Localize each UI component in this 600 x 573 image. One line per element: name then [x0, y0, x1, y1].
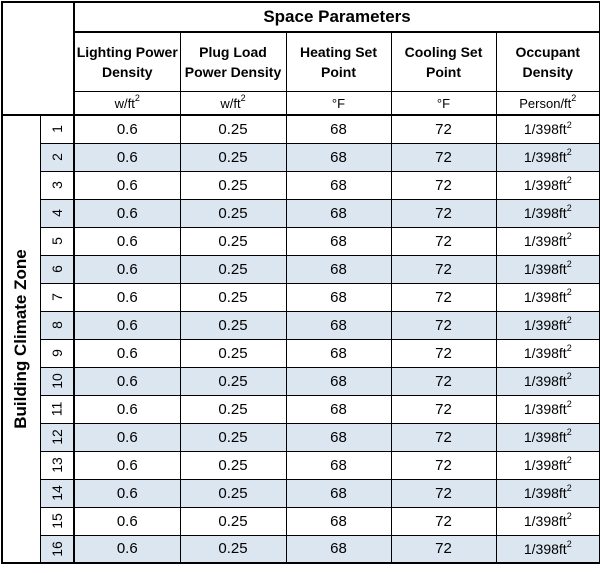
zone-number: [40, 451, 74, 479]
table-row: [2, 255, 600, 283]
cooling-set-point-cell: 72: [391, 423, 496, 451]
heating-set-point-cell: 68: [286, 507, 391, 535]
occupant-density-cell: [496, 311, 600, 339]
table-row: [2, 199, 600, 227]
occupant-density-cell: [496, 479, 600, 507]
unit-exponent: 2: [240, 93, 246, 104]
row-group-label: [2, 115, 40, 563]
occupant-density-cell: [496, 395, 600, 423]
cooling-set-point-cell: 72: [391, 143, 496, 171]
occupant-density-cell: [496, 283, 600, 311]
lighting-power-density-cell: 0.6: [74, 199, 180, 227]
occupant-density-value: 1/398ft: [523, 485, 567, 501]
table-row: [2, 311, 600, 339]
heating-set-point-cell: 68: [286, 479, 391, 507]
zone-number: [40, 423, 74, 451]
occupant-density-value: 1/398ft: [523, 345, 567, 361]
zone-number-text: 3: [48, 181, 65, 189]
occupant-density-cell: [496, 507, 600, 535]
occupant-density-value: 1/398ft: [523, 457, 567, 473]
occupant-density-exponent: 2: [566, 539, 572, 550]
occupant-density-cell: [496, 423, 600, 451]
lighting-power-density-cell: 0.6: [74, 367, 180, 395]
heating-set-point-cell: 68: [286, 451, 391, 479]
occupant-density-cell: [496, 339, 600, 367]
table-row: [2, 367, 600, 395]
lighting-power-density-cell: 0.6: [74, 423, 180, 451]
occupant-density-value: 1/398ft: [523, 121, 567, 138]
occupant-density-cell: [496, 143, 600, 171]
space-parameters-table: [1, 1, 600, 564]
heating-set-point-cell: 68: [286, 423, 391, 451]
table-row: [2, 115, 600, 143]
unit-text: °F: [436, 95, 451, 111]
plug-load-power-density-cell: 0.25: [180, 171, 286, 199]
cooling-set-point-cell: 72: [391, 451, 496, 479]
plug-load-power-density-cell: 0.25: [180, 451, 286, 479]
occupant-density-cell: [496, 367, 600, 395]
occupant-density-exponent: 2: [566, 287, 572, 298]
occupant-density-cell: [496, 255, 600, 283]
heating-set-point-cell: 68: [286, 339, 391, 367]
occupant-density-exponent: 2: [566, 371, 572, 382]
zone-number-text: 15: [48, 513, 65, 529]
plug-load-power-density-cell: 0.25: [180, 339, 286, 367]
zone-number-text: 2: [48, 153, 65, 161]
cooling-set-point-cell: 72: [391, 311, 496, 339]
heating-set-point-cell: 68: [286, 199, 391, 227]
cooling-set-point-cell: 72: [391, 227, 496, 255]
cooling-set-point-cell: 72: [391, 507, 496, 535]
occupant-density-value: 1/398ft: [523, 429, 567, 445]
column-header: Lighting Power Density: [74, 32, 180, 92]
heating-set-point-cell: 68: [286, 283, 391, 311]
zone-number: [40, 171, 74, 199]
occupant-density-exponent: 2: [566, 343, 572, 354]
occupant-density-value: 1/398ft: [523, 401, 567, 417]
zone-number-text: 6: [48, 265, 65, 273]
zone-number-text: 7: [48, 293, 65, 301]
cooling-set-point-cell: 72: [391, 479, 496, 507]
cooling-set-point-cell: 72: [391, 199, 496, 227]
table-body: [2, 115, 600, 563]
plug-load-power-density-cell: 0.25: [180, 535, 286, 563]
occupant-density-value: 1/398ft: [523, 317, 567, 333]
zone-number-text: 12: [48, 429, 65, 445]
lighting-power-density-cell: 0.6: [74, 143, 180, 171]
plug-load-power-density-cell: 0.25: [180, 227, 286, 255]
unit-text: w/ft: [220, 95, 241, 111]
plug-load-power-density-cell: 0.25: [180, 367, 286, 395]
table-row: [2, 479, 600, 507]
cooling-set-point-cell: 72: [391, 255, 496, 283]
lighting-power-density-cell: 0.6: [74, 479, 180, 507]
unit-exponent: 2: [134, 93, 140, 104]
table-row: [2, 283, 600, 311]
occupant-density-exponent: 2: [566, 231, 572, 242]
plug-load-power-density-cell: 0.25: [180, 395, 286, 423]
heating-set-point-cell: 68: [286, 255, 391, 283]
table-row: [2, 227, 600, 255]
plug-load-power-density-cell: 0.25: [180, 311, 286, 339]
occupant-density-exponent: 2: [566, 175, 572, 186]
occupant-density-cell: [496, 451, 600, 479]
occupant-density-exponent: 2: [566, 203, 572, 214]
lighting-power-density-cell: 0.6: [74, 255, 180, 283]
table-row: [2, 423, 600, 451]
column-unit: [180, 92, 286, 116]
table-row: [2, 171, 600, 199]
heating-set-point-cell: 68: [286, 171, 391, 199]
zone-number: [40, 255, 74, 283]
zone-number: [40, 507, 74, 535]
column-unit-row: [2, 92, 600, 116]
column-name-row: [2, 32, 600, 92]
zone-number-text: 9: [48, 349, 65, 357]
cooling-set-point-cell: 72: [391, 283, 496, 311]
occupant-density-cell: [496, 199, 600, 227]
column-header: Plug Load Power Density: [180, 32, 286, 92]
lighting-power-density-cell: 0.6: [74, 227, 180, 255]
zone-number-text: 16: [48, 540, 65, 557]
table-row: [2, 535, 600, 563]
zone-number: [40, 311, 74, 339]
lighting-power-density-cell: 0.6: [74, 115, 180, 143]
column-header: Heating Set Point: [286, 32, 391, 92]
occupant-density-value: 1/398ft: [523, 233, 567, 249]
unit-text: Person/ft: [519, 95, 572, 111]
cooling-set-point-cell: 72: [391, 171, 496, 199]
table-title: Space Parameters: [74, 2, 600, 32]
occupant-density-value: 1/398ft: [523, 177, 567, 193]
plug-load-power-density-cell: 0.25: [180, 115, 286, 143]
occupant-density-exponent: 2: [566, 315, 572, 326]
zone-number-text: 11: [48, 401, 65, 417]
lighting-power-density-cell: 0.6: [74, 171, 180, 199]
occupant-density-value: 1/398ft: [523, 261, 567, 277]
occupant-density-exponent: 2: [566, 119, 572, 130]
heating-set-point-cell: 68: [286, 143, 391, 171]
lighting-power-density-cell: 0.6: [74, 311, 180, 339]
heating-set-point-cell: 68: [286, 535, 391, 563]
row-group-label-text: Building Climate Zone: [11, 249, 31, 429]
plug-load-power-density-cell: 0.25: [180, 283, 286, 311]
heating-set-point-cell: 68: [286, 227, 391, 255]
occupant-density-exponent: 2: [566, 259, 572, 270]
occupant-density-exponent: 2: [566, 483, 572, 494]
table-row: [2, 395, 600, 423]
zone-number: [40, 535, 74, 563]
zone-number-text: 8: [48, 321, 65, 329]
cooling-set-point-cell: 72: [391, 395, 496, 423]
zone-number-text: 13: [48, 457, 65, 473]
column-unit: [496, 92, 600, 116]
zone-number: [40, 339, 74, 367]
occupant-density-exponent: 2: [566, 427, 572, 438]
unit-text: °F: [331, 95, 346, 111]
lighting-power-density-cell: 0.6: [74, 395, 180, 423]
unit-text: w/ft: [114, 95, 135, 111]
zone-number: [40, 227, 74, 255]
table-corner: [2, 2, 74, 115]
plug-load-power-density-cell: 0.25: [180, 199, 286, 227]
lighting-power-density-cell: 0.6: [74, 507, 180, 535]
plug-load-power-density-cell: 0.25: [180, 143, 286, 171]
lighting-power-density-cell: 0.6: [74, 451, 180, 479]
occupant-density-value: 1/398ft: [523, 205, 567, 221]
plug-load-power-density-cell: 0.25: [180, 507, 286, 535]
occupant-density-value: 1/398ft: [523, 289, 567, 305]
occupant-density-cell: [496, 535, 600, 563]
cooling-set-point-cell: 72: [391, 339, 496, 367]
occupant-density-value: 1/398ft: [523, 513, 567, 529]
column-unit: [391, 92, 496, 116]
occupant-density-exponent: 2: [566, 511, 572, 522]
occupant-density-exponent: 2: [566, 455, 572, 466]
occupant-density-cell: [496, 227, 600, 255]
table-row: [2, 507, 600, 535]
occupant-density-exponent: 2: [566, 147, 572, 158]
zone-number-text: 1: [48, 125, 65, 134]
zone-number: [40, 115, 74, 143]
table-row: [2, 451, 600, 479]
cooling-set-point-cell: 72: [391, 115, 496, 143]
zone-number: [40, 367, 74, 395]
zone-number: [40, 283, 74, 311]
zone-number-text: 14: [48, 485, 65, 501]
plug-load-power-density-cell: 0.25: [180, 255, 286, 283]
heating-set-point-cell: 68: [286, 115, 391, 143]
zone-number: [40, 479, 74, 507]
occupant-density-exponent: 2: [566, 399, 572, 410]
zone-number-text: 4: [48, 209, 65, 217]
zone-number-text: 10: [48, 373, 65, 389]
zone-number: [40, 199, 74, 227]
unit-exponent: 2: [571, 93, 577, 104]
occupant-density-value: 1/398ft: [523, 149, 567, 165]
heating-set-point-cell: 68: [286, 395, 391, 423]
heating-set-point-cell: 68: [286, 367, 391, 395]
column-header: Occupant Density: [496, 32, 600, 92]
occupant-density-cell: [496, 115, 600, 143]
column-unit: [286, 92, 391, 116]
occupant-density-cell: [496, 171, 600, 199]
plug-load-power-density-cell: 0.25: [180, 423, 286, 451]
column-header: Cooling Set Point: [391, 32, 496, 92]
zone-number-text: 5: [48, 237, 65, 245]
heating-set-point-cell: 68: [286, 311, 391, 339]
lighting-power-density-cell: 0.6: [74, 535, 180, 563]
occupant-density-value: 1/398ft: [523, 540, 567, 557]
cooling-set-point-cell: 72: [391, 535, 496, 563]
zone-number: [40, 143, 74, 171]
plug-load-power-density-cell: 0.25: [180, 479, 286, 507]
table-row: [2, 339, 600, 367]
cooling-set-point-cell: 72: [391, 367, 496, 395]
occupant-density-value: 1/398ft: [523, 373, 567, 389]
lighting-power-density-cell: 0.6: [74, 283, 180, 311]
zone-number: [40, 395, 74, 423]
lighting-power-density-cell: 0.6: [74, 339, 180, 367]
table-row: [2, 143, 600, 171]
column-unit: [74, 92, 180, 116]
